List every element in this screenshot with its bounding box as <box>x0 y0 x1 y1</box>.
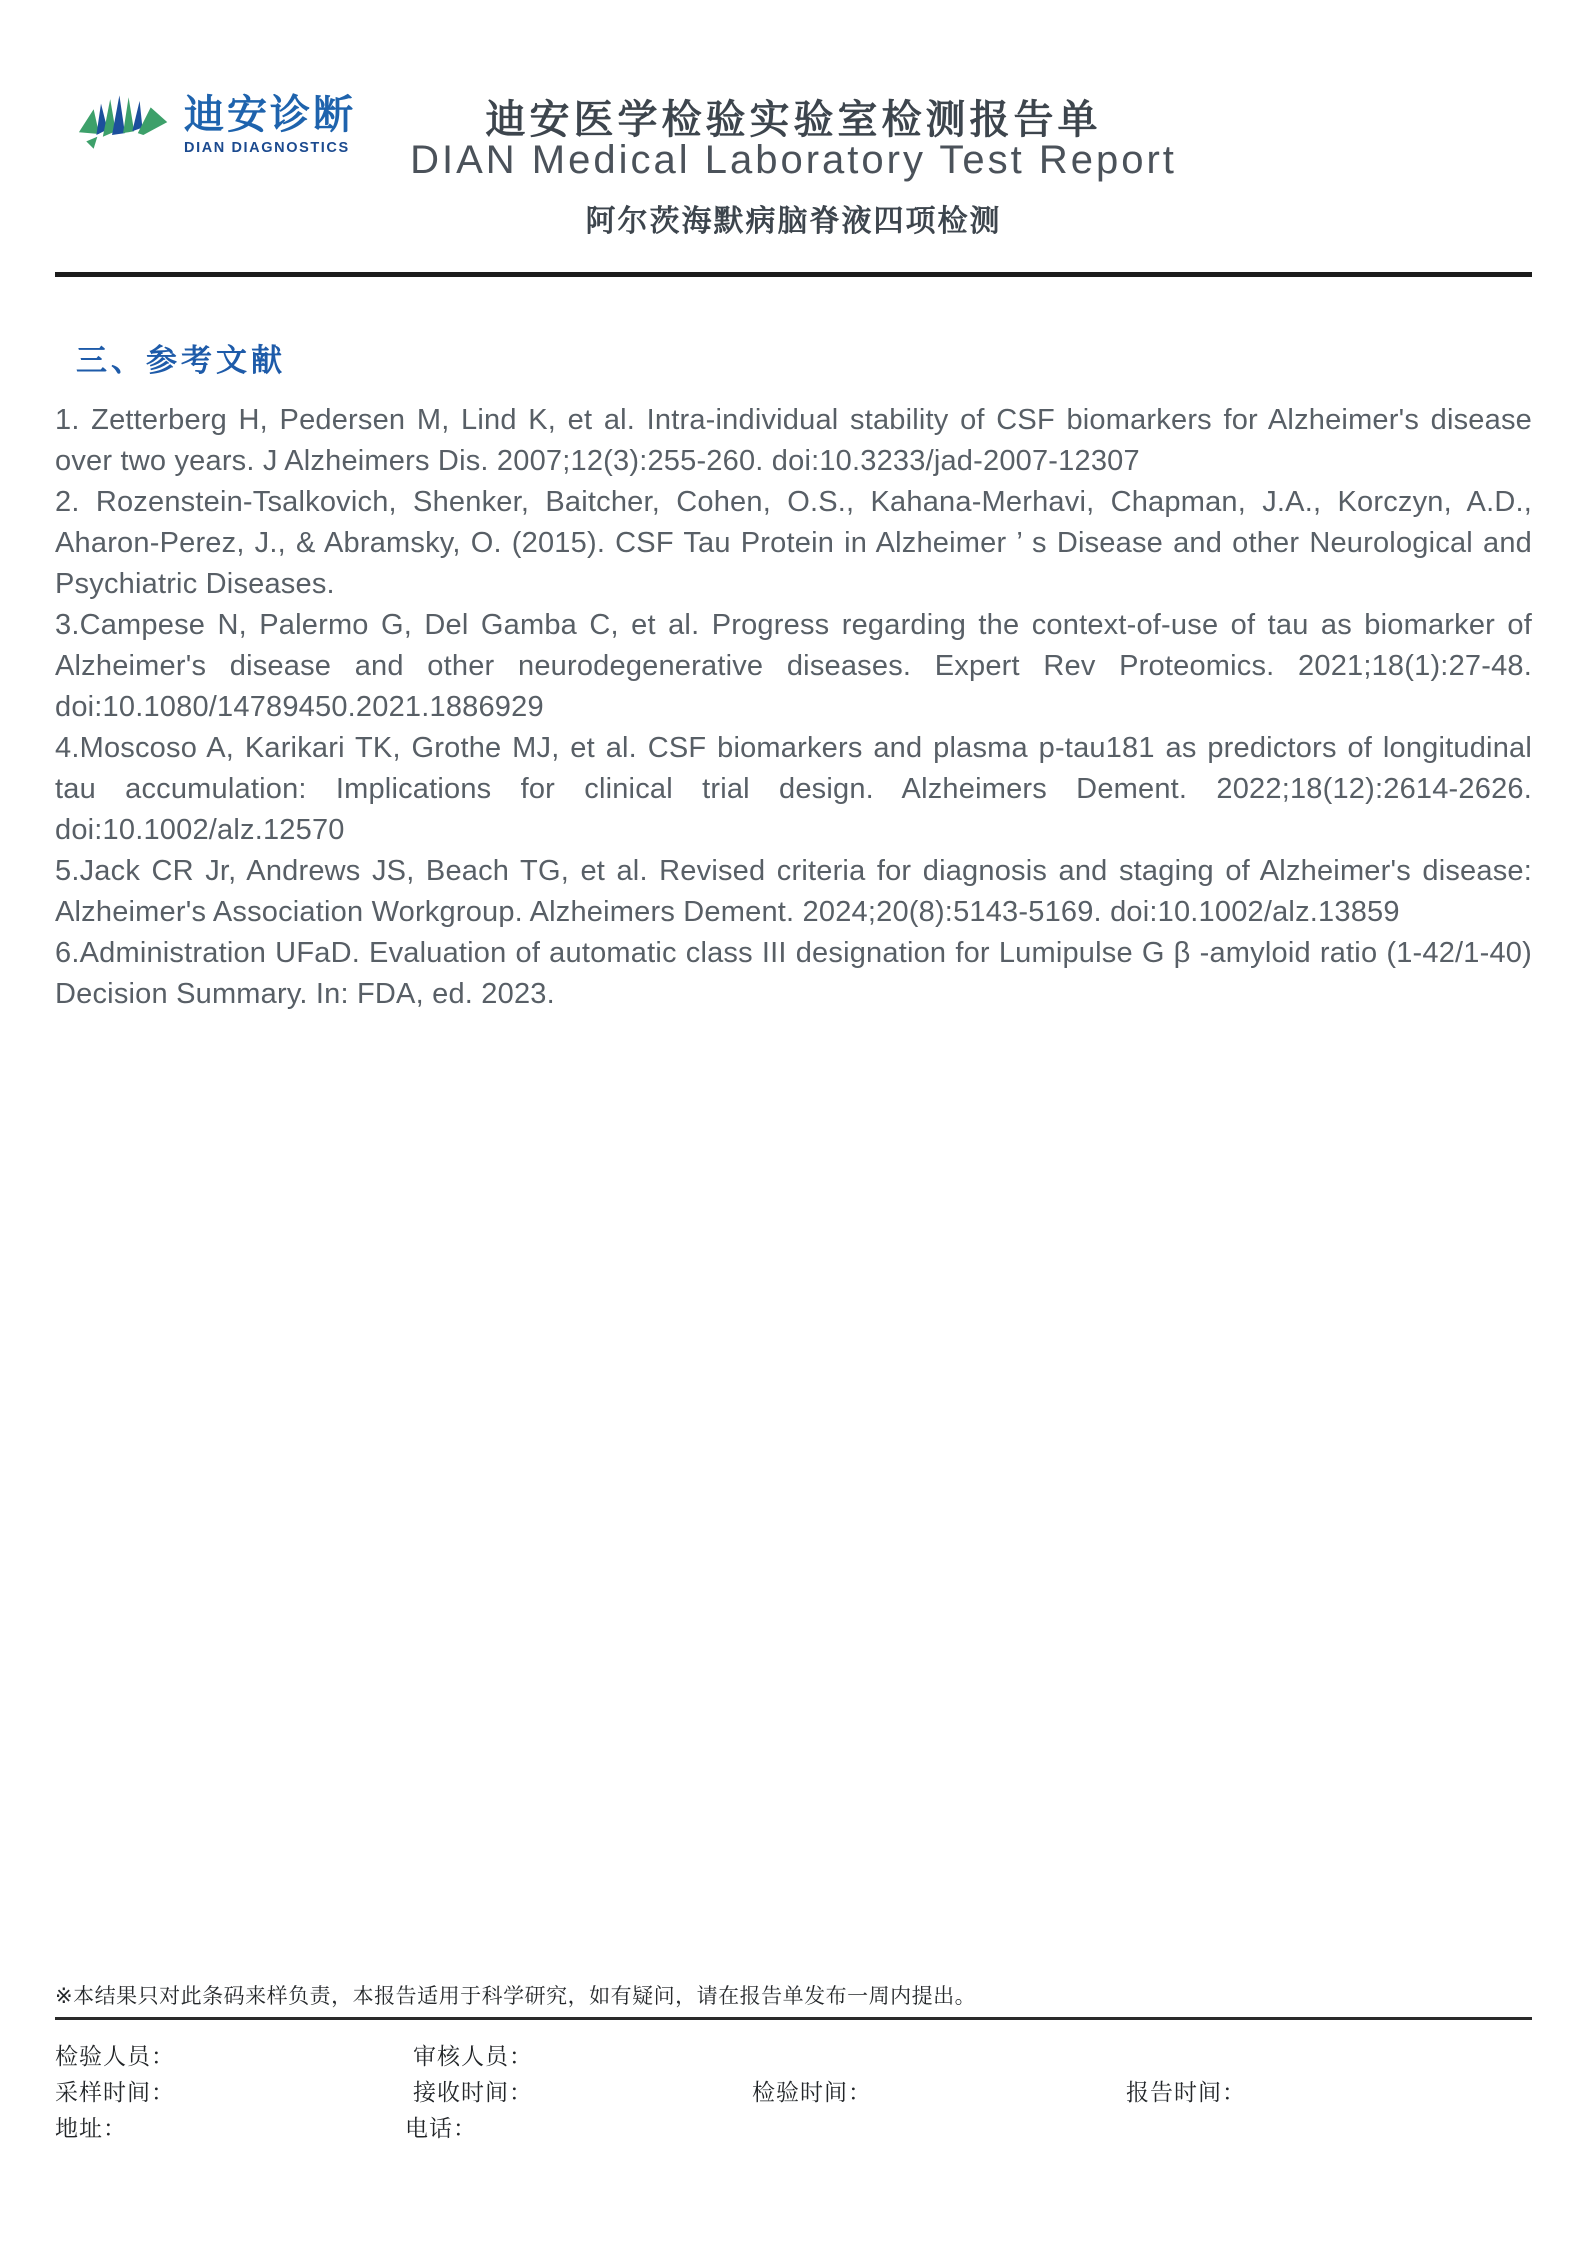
report-title-en: DIAN Medical Laboratory Test Report <box>410 138 1177 182</box>
footer-disclaimer: ※本结果只对此条码来样负责，本报告适用于科学研究，如有疑问，请在报告单发布一周内提出。 <box>55 1985 977 2008</box>
field-inspector-label: 检验人员： <box>55 2043 175 2069</box>
reference-item: 6.Administration UFaD. Evaluation of automatic class III designation for Lumipulse G β -amyloid ratio (1-42/1-40) Decision Summary. In: FDA, ed. 2023. <box>55 937 1532 1010</box>
field-sampling-time-label: 采样时间： <box>55 2079 175 2105</box>
field-report-time-label: 报告时间： <box>1126 2079 1246 2105</box>
reference-item: 5.Jack CR Jr, Andrews JS, Beach TG, et al. Revised criteria for diagnosis and staging of Alzheimer's disease: Alzheimer's Association Workgroup. Alzheimers Dement. 2024;20(8):5143-5169. doi:10.1002/alz.13859 <box>55 855 1532 928</box>
logo-brand-en: DIAN DIAGNOSTICS <box>184 140 350 157</box>
report-subtitle: 阿尔茨海默病脑脊液四项检测 <box>585 205 1002 238</box>
field-phone-label: 电话： <box>405 2115 477 2141</box>
reference-item: 1. Zetterberg H, Pedersen M, Lind K, et al. Intra-individual stability of CSF biomarkers for Alzheimer's disease over two years. J Alzheimers Dis. 2007;12(3):255-260. doi:10.3233/jad-2007-12307 <box>55 404 1532 477</box>
logo-brand-cn: 迪安诊断 <box>184 93 356 138</box>
field-receiving-time-label: 接收时间： <box>413 2079 533 2105</box>
reference-item: 4.Moscoso A, Karikari TK, Grothe MJ, et al. CSF biomarkers and plasma p-tau181 as predictors of longitudinal tau accumulation: Implications for clinical trial design. Alzheimers Dement. 2022;18(12):2614-2626. doi:10.1002/alz.12570 <box>55 732 1532 846</box>
report-title-cn: 迪安医学检验实验室检测报告单 <box>485 98 1102 142</box>
field-testing-time-label: 检验时间： <box>752 2079 872 2105</box>
reference-item: 2. Rozenstein-Tsalkovich, Shenker, Baitcher, Cohen, O.S., Kahana-Merhavi, Chapman, J.A., Korczyn, A.D., Aharon-Perez, J., & Abramsky, O. (2015). CSF Tau Protein in Alzheimer ’ s Disease and other Neurological and Psychiatric Diseases. <box>55 486 1532 600</box>
reference-item: 3.Campese N, Palermo G, Del Gamba C, et al. Progress regarding the context-of-use of tau as biomarker of Alzheimer's disease and other neurodegenerative diseases. Expert Rev Proteomics. 2021;18(1):27-48. doi:10.1080/14789450.2021.1886929 <box>55 609 1532 723</box>
section-title-references: 三、参考文献 <box>76 343 286 378</box>
field-reviewer-label: 审核人员： <box>413 2043 533 2069</box>
field-address-label: 地址： <box>55 2115 127 2141</box>
